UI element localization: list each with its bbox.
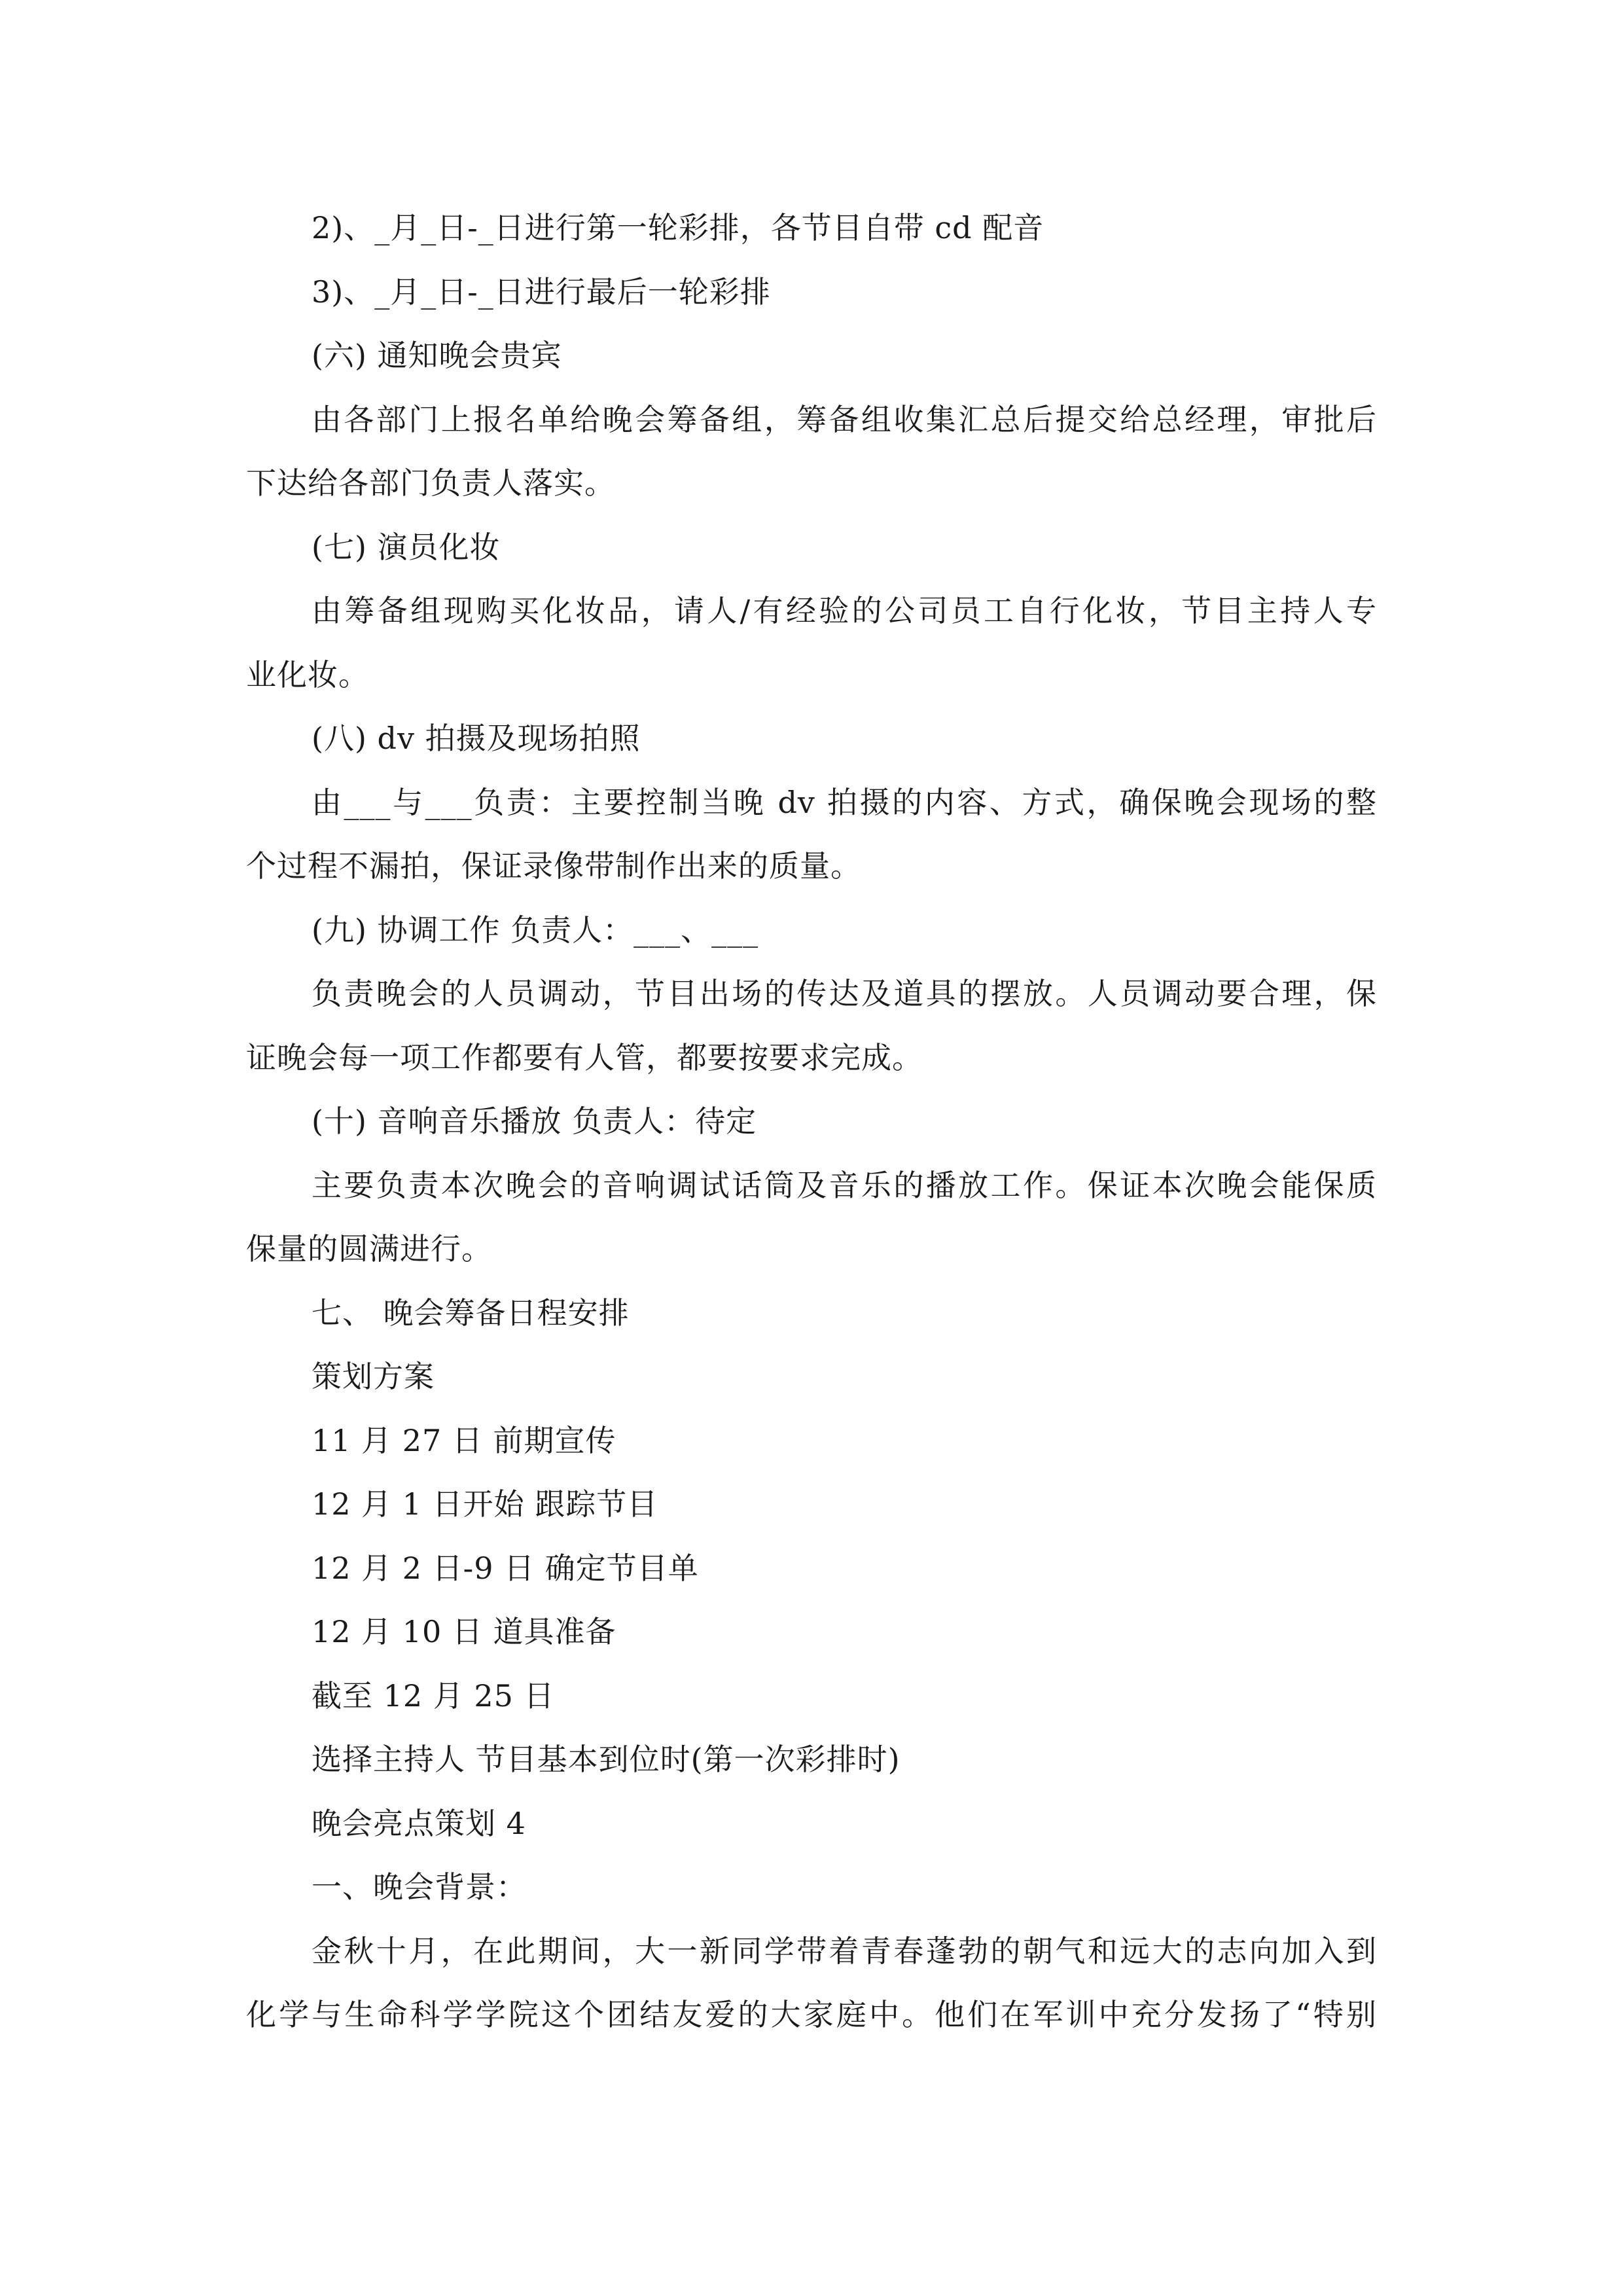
- section-heading: (六) 通知晚会贵宾: [312, 338, 562, 373]
- paragraph-line: 3)、_月_日-_日进行最后一轮彩排: [312, 274, 771, 310]
- section-heading: (八) dv 拍摄及现场拍照: [312, 721, 641, 756]
- section-heading: 七、 晚会筹备日程安排: [312, 1295, 630, 1331]
- paragraph-line: 由各部门上报名单给晚会筹备组，筹备组收集汇总后提交给总经理，审批后: [312, 401, 1377, 437]
- document-body: [246, 196, 1377, 2047]
- paragraph-line: 保量的圆满进行。: [246, 1231, 492, 1266]
- paragraph-line: 金秋十月，在此期间，大一新同学带着青春蓬勃的朝气和远大的志向加入到: [312, 1933, 1377, 1969]
- schedule-item: 12 月 10 日 道具准备: [312, 1614, 616, 1649]
- paragraph-line: 2)、_月_日-_日进行第一轮彩排，各节目自带 cd 配音: [312, 210, 1044, 245]
- paragraph-line: 下达给各部门负责人落实。: [246, 465, 615, 501]
- paragraph-line: 策划方案: [312, 1359, 435, 1394]
- paragraph-line: 个过程不漏拍，保证录像带制作出来的质量。: [246, 848, 861, 884]
- paragraph-line: 化学与生命科学学院这个团结友爱的大家庭中。他们在军训中充分发扬了“特别: [246, 1997, 1377, 2032]
- paragraph-line: 证晚会每一项工作都要有人管，都要按要求完成。: [246, 1039, 923, 1075]
- schedule-item: 11 月 27 日 前期宣传: [312, 1422, 616, 1458]
- paragraph-line: 由筹备组现购买化妆品，请人/有经验的公司员工自行化妆，节目主持人专: [312, 593, 1377, 628]
- section-heading: 晚会亮点策划 4: [312, 1805, 526, 1841]
- section-heading: 一、晚会背景：: [312, 1869, 527, 1905]
- section-heading: (七) 演员化妆: [312, 529, 501, 565]
- section-heading: (九) 协调工作 负责人：___、___: [312, 912, 759, 948]
- paragraph-line: 负责晚会的人员调动，节目出场的传达及道具的摆放。人员调动要合理，保: [312, 976, 1377, 1011]
- paragraph-line: 主要负责本次晚会的音响调试话筒及音乐的播放工作。保证本次晚会能保质: [312, 1167, 1377, 1203]
- schedule-item: 12 月 2 日-9 日 确定节目单: [312, 1550, 699, 1586]
- schedule-item: 12 月 1 日开始 跟踪节目: [312, 1486, 658, 1522]
- paragraph-line: 业化妆。: [246, 656, 369, 692]
- schedule-item: 选择主持人 节目基本到位时(第一次彩排时): [312, 1742, 901, 1777]
- paragraph-line: 由___与___负责：主要控制当晚 dv 拍摄的内容、方式，确保晚会现场的整: [312, 784, 1377, 820]
- section-heading: (十) 音响音乐播放 负责人：待定: [312, 1103, 757, 1139]
- schedule-item: 截至 12 月 25 日: [312, 1677, 555, 1713]
